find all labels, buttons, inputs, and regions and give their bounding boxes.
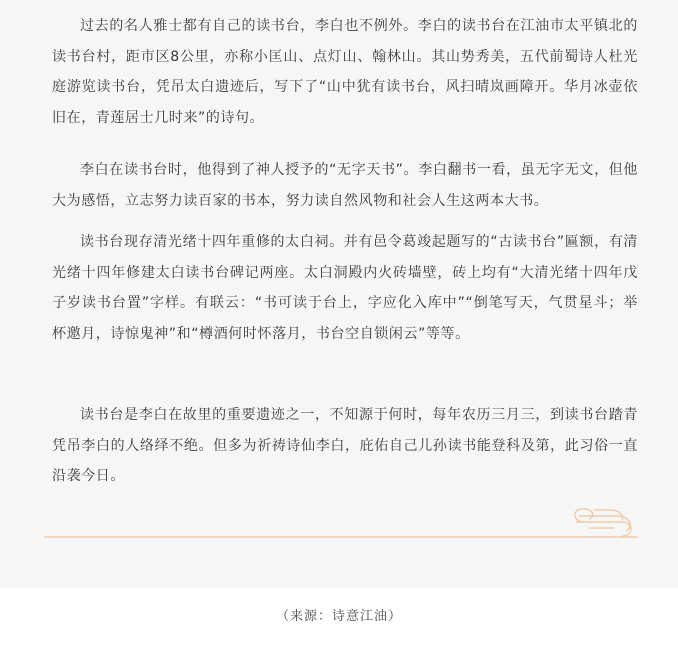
paragraph-1: 过去的名人雅士都有自己的读书台，李白也不例外。李白的读书台在江油市太平镇北的读书台村，距市区8公里，亦称小匡山、点灯山、翰林山。其山势秀美，五代前蜀诗人杜光庭游览读书台，凭吊太白遗迹后，写下了“山中犹有读书台，风扫晴岚画障开。华月冰壶依旧在，青莲居士几时来”的诗句。 (52, 18, 638, 126)
cloud-swirl-icon (44, 500, 638, 542)
paragraph-3: 读书台现存清光绪十四年重修的太白祠。并有邑令葛竣起题写的“古读书台”匾额，有清光绪十四年修建太白读书台碑记两座。太白洞殿内火砖墙壁，砖上均有“大清光绪十四年戊子岁读书台置”字样。有联云：“书可读于台上，字应化入库中”“倒笔写天，气贯星斗；举杯邀月，诗惊鬼神”和“樽酒何时怀落月，书台空自锁闲云”等等。 (52, 234, 638, 342)
source-footer (0, 588, 678, 646)
cloud-divider (44, 500, 638, 542)
source-credit: （来源：诗意江油） (275, 609, 402, 624)
paragraph-2: 李白在读书台时，他得到了神人授予的“无字天书”。李白翻书一看，虽无字无文，但他大为感悟，立志努力读百家的书本，努力读自然风物和社会人生这两本大书。 (52, 162, 638, 209)
paragraph-4: 读书台是李白在故里的重要遗迹之一，不知源于何时，每年农历三月三，到读书台踏青凭吊李白的人络绎不绝。但多为祈祷诗仙李白，庇佑自己儿孙读书能登科及第，此习俗一直沿袭今日。 (52, 407, 638, 484)
